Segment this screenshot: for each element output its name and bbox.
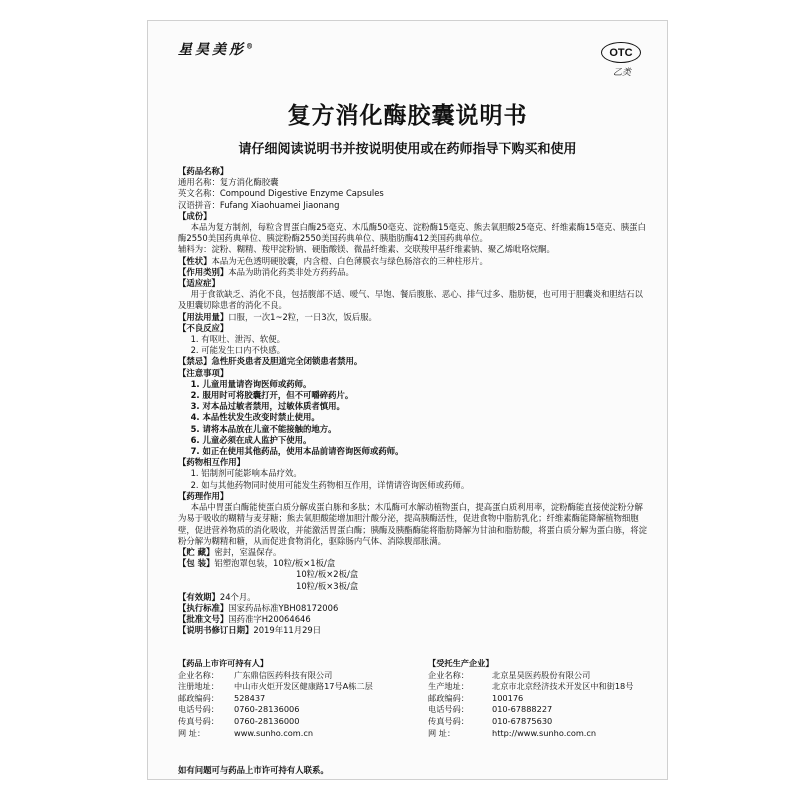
precaution-item: 6. 儿童必须在成人监护下使用。 bbox=[190, 434, 312, 445]
validity-heading: 【有效期】 bbox=[178, 591, 220, 602]
mah-field bbox=[178, 704, 408, 716]
adverse-item: 1. 有呕吐、泄泻、软便。 bbox=[190, 334, 285, 345]
category-text: 本品为助消化药类非处方药药品。 bbox=[228, 266, 354, 277]
indications-text: 用于食欲缺乏、消化不良，包括腹部不适、嗳气、早饱、餐后腹胀、恶心、排气过多、脂肪便，也可用于胆囊炎和胆结石以及胆囊切除患者的消化不良。 bbox=[178, 289, 643, 311]
manufacturer-field-key: 邮政编码： bbox=[428, 692, 469, 703]
validity-text: 24个月。 bbox=[219, 591, 256, 602]
manufacturer-field-value: 010-67875630 bbox=[492, 715, 553, 726]
storage-heading: 【贮 藏】 bbox=[178, 546, 215, 557]
precaution-item: 7. 如正在使用其他药品，使用本品前请咨询医师或药师。 bbox=[190, 446, 404, 457]
document-subtitle: 请仔细阅读说明书并按说明使用或在药师指导下购买和使用 bbox=[238, 142, 577, 157]
footer-note: 如有问题可与药品上市许可持有人联系。 bbox=[178, 765, 329, 775]
package-heading: 【包 装】 bbox=[178, 558, 215, 569]
section-indications-heading: 【适应症】 bbox=[178, 278, 220, 289]
manufacturer-field bbox=[428, 670, 653, 682]
manufacturer-heading: 【受托生产企业】 bbox=[428, 658, 494, 668]
manufacturer-field bbox=[428, 728, 653, 740]
contraindications-text: 急性肝炎患者及胆道完全闭锁患者禁用。 bbox=[211, 356, 363, 367]
section-pharmacology-heading: 【药理作用】 bbox=[178, 490, 229, 501]
adverse-item: 2. 可能发生口内不快感。 bbox=[190, 345, 285, 356]
mah-field-value: 0760-28136006 bbox=[234, 704, 300, 715]
mah-field bbox=[178, 681, 408, 693]
otc-badge: OTC bbox=[601, 42, 641, 63]
standard-text: 国家药品标准YBH08172006 bbox=[228, 602, 339, 613]
mah-column bbox=[178, 658, 408, 739]
mah-field bbox=[178, 670, 408, 682]
pinyin-name: 汉语拼音：Fufang Xiaohuamei Jiaonang bbox=[178, 199, 340, 210]
section-ingredients-heading: 【成份】 bbox=[178, 210, 212, 221]
excipients-text: 辅料为：淀粉、糊精、羧甲淀粉钠、硬脂酸镁、微晶纤维素、交联羧甲基纤维素钠、聚乙烯吡咯烷酮。 bbox=[178, 244, 555, 255]
package-line: 10粒/板×2板/盒 bbox=[296, 569, 359, 580]
english-name: 英文名称：Compound Digestive Enzyme Capsules bbox=[178, 188, 384, 199]
section-interactions-heading: 【药物相互作用】 bbox=[178, 457, 245, 468]
manufacturer-field-key: 生产地址： bbox=[428, 681, 469, 692]
mah-field bbox=[178, 693, 408, 705]
contraindications-heading: 【禁忌】 bbox=[178, 356, 212, 367]
document-title: 复方消化酶胶囊说明书 bbox=[287, 103, 528, 129]
manufacturer-field-value: 北京星昊医药股份有限公司 bbox=[492, 669, 591, 680]
manufacturer-field-value: 010-67888227 bbox=[492, 704, 553, 715]
approval-text: 国药准字H20064646 bbox=[228, 614, 311, 625]
dosage-text: 口服，一次1~2粒，一日3次，饭后服。 bbox=[228, 311, 377, 322]
interaction-item: 1. 铝制剂可能影响本品疗效。 bbox=[190, 468, 302, 479]
properties-text: 本品为无色透明硬胶囊，内含橙、白色薄膜衣与绿色肠溶衣的三种柱形片。 bbox=[211, 255, 488, 266]
precaution-item: 5. 请将本品放在儿童不能接触的地方。 bbox=[190, 423, 337, 434]
ingredients-text: 本品为复方制剂，每粒含胃蛋白酶25毫克、木瓜酶50毫克、淀粉酶15毫克、熊去氧胆酸25毫克、纤维素酶15毫克、胰蛋白酶2550美国药典单位、胰淀粉酶2550美国药典单位、胰脂肪酶412美国药典单位。 bbox=[178, 222, 646, 244]
mah-field-key: 企业名称： bbox=[178, 669, 219, 680]
revision-text: 2019年11月29日 bbox=[253, 625, 322, 636]
section-properties bbox=[178, 256, 648, 267]
dosage-heading: 【用法用量】 bbox=[178, 311, 229, 322]
precaution-item: 1. 儿童用量请咨询医师或药师。 bbox=[190, 378, 312, 389]
mah-field-key: 邮政编码： bbox=[178, 692, 219, 703]
manufacturer-field-key: 企业名称： bbox=[428, 669, 469, 680]
mah-field-value: 528437 bbox=[234, 692, 266, 703]
approval-heading: 【批准文号】 bbox=[178, 614, 229, 625]
registered-mark: ® bbox=[246, 41, 253, 51]
section-revision bbox=[178, 625, 648, 636]
precaution-item: 4. 本品性状发生改变时禁止使用。 bbox=[190, 412, 320, 423]
revision-heading: 【说明书修订日期】 bbox=[178, 625, 254, 636]
mah-field bbox=[178, 728, 408, 740]
interaction-item: 2. 如与其他药物同时使用可能发生药物相互作用，详情请咨询医师或药师。 bbox=[190, 479, 470, 490]
section-approval bbox=[178, 614, 648, 625]
manufacturer-field-key: 电话号码： bbox=[428, 704, 469, 715]
mah-field-value: www.sunho.com.cn bbox=[234, 727, 314, 738]
section-adverse-heading: 【不良反应】 bbox=[178, 322, 229, 333]
mah-field-value: 0760-28136000 bbox=[234, 715, 300, 726]
section-precautions-heading: 【注意事项】 bbox=[178, 367, 229, 378]
mah-heading: 【药品上市许可持有人】 bbox=[178, 658, 269, 668]
mah-field-key: 注册地址： bbox=[178, 681, 219, 692]
mah-field-key: 网 址： bbox=[178, 727, 206, 738]
leaflet-body bbox=[178, 166, 648, 637]
section-contraindications bbox=[178, 356, 648, 367]
manufacturer-field-value: http://www.sunho.com.cn bbox=[492, 727, 597, 738]
precaution-item: 2. 服用时可将胶囊打开，但不可嚼碎药片。 bbox=[190, 390, 354, 401]
storage-text: 密封，室温保存。 bbox=[214, 546, 282, 557]
category-heading: 【作用类别】 bbox=[178, 266, 229, 277]
brand-logo bbox=[178, 39, 253, 59]
manufacturer-field-value: 100176 bbox=[492, 692, 524, 703]
manufacturer-field bbox=[428, 716, 653, 728]
package-line: 10粒/板×3板/盒 bbox=[296, 580, 359, 591]
section-dosage bbox=[178, 312, 648, 323]
package-line: 铝塑泡罩包装，10粒/板×1板/盒 bbox=[214, 558, 336, 569]
manufacturer-field bbox=[428, 693, 653, 705]
mah-field-key: 传真号码： bbox=[178, 715, 219, 726]
brand-name: 星昊美彤 bbox=[178, 42, 246, 58]
generic-name: 通用名称：复方消化酶胶囊 bbox=[178, 177, 279, 188]
mah-field-value: 中山市火炬开发区健康路17号A栋二层 bbox=[234, 681, 373, 692]
manufacturer-field bbox=[428, 681, 653, 693]
manufacturer-field-key: 传真号码： bbox=[428, 715, 469, 726]
pharmacology-text: 本品中胃蛋白酶能使蛋白质分解成蛋白胨和多肽；木瓜酶可水解动植物蛋白，提高蛋白质利用率，淀粉酶能直接使淀粉分解为易于吸收的糊精与麦芽糖；熊去氧胆酸能增加胆汁酸分泌，提高胰酶活性，促进食物中脂肪乳化；纤维素酶能降解植物细胞壁，促进营养物质的消化吸收，并能激活胃蛋白酶；胰酶及胰酯酶能将脂肪降解为甘油和脂肪酸，将蛋白质分解为蛋白胨，将淀粉分解为糊精和糖，从而促进食物消化，驱除肠内气体、消除腹部胀满。 bbox=[178, 502, 647, 546]
precaution-item: 3. 对本品过敏者禁用，过敏体质者慎用。 bbox=[190, 401, 345, 412]
section-storage bbox=[178, 547, 648, 558]
mah-field bbox=[178, 716, 408, 728]
properties-heading: 【性状】 bbox=[178, 255, 212, 266]
leaflet-sheet bbox=[147, 20, 668, 780]
manufacturer-field bbox=[428, 704, 653, 716]
mah-field-value: 广东鼎信医药科技有限公司 bbox=[234, 669, 333, 680]
section-standard bbox=[178, 603, 648, 614]
section-category bbox=[178, 267, 648, 278]
section-drug-name-heading: 【药品名称】 bbox=[178, 166, 229, 176]
manufacturer-field-key: 网 址： bbox=[428, 727, 456, 738]
manufacturer-column bbox=[428, 658, 653, 739]
standard-heading: 【执行标准】 bbox=[178, 602, 229, 613]
section-validity bbox=[178, 592, 648, 603]
manufacturer-field-value: 北京市北京经济技术开发区中和街18号 bbox=[492, 681, 634, 692]
otc-class-label: 乙类 bbox=[612, 68, 631, 78]
mah-field-key: 电话号码： bbox=[178, 704, 219, 715]
section-package bbox=[178, 558, 648, 569]
